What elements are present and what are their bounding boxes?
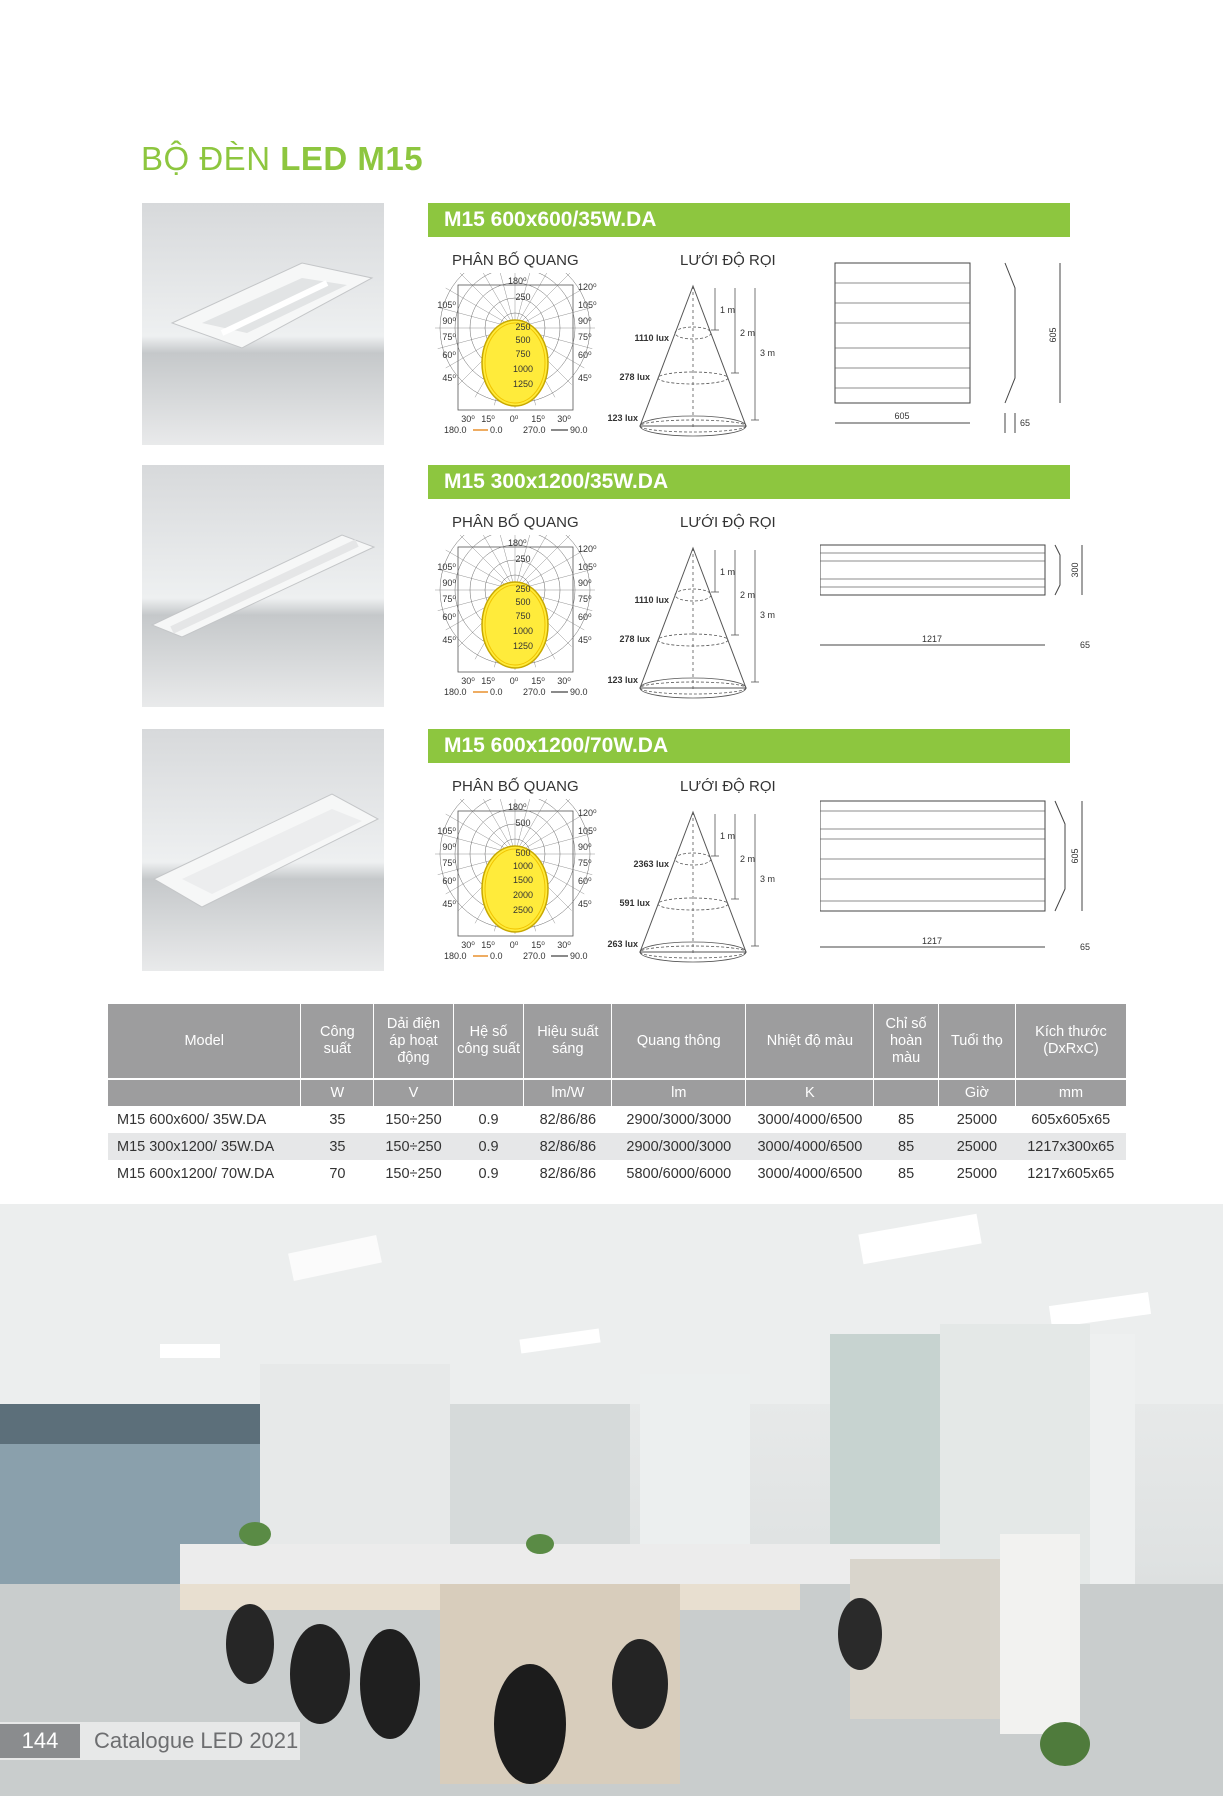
product-title-bar: M15 600x600/35W.DA <box>428 203 1070 237</box>
table-cell: M15 600x1200/ 70W.DA <box>117 1165 275 1182</box>
distance-label: 2 m <box>740 854 756 864</box>
table-cell: 3000/4000/6500 <box>757 1165 863 1182</box>
polar-right-angle: 60⁰ <box>578 612 592 622</box>
table-units-row <box>108 1079 1126 1106</box>
polar-left-angle: 75⁰ <box>442 332 456 342</box>
polar-ring-value: 2500 <box>512 905 534 915</box>
header-cell: Quang thông <box>612 1004 746 1079</box>
table-cell: 150÷250 <box>374 1133 453 1160</box>
table-cell: 1217x605x65 <box>1027 1165 1115 1182</box>
polar-label: PHÂN BỐ QUANG <box>452 778 579 795</box>
polar-bottom-angle: 30⁰ <box>461 676 475 686</box>
dimension-drawing <box>820 779 1090 969</box>
legend-value: 0.0 <box>490 687 503 697</box>
light-distribution-curve <box>482 320 548 406</box>
polar-right-angle: 75⁰ <box>578 858 592 868</box>
table-cell: 82/86/86 <box>539 1111 597 1128</box>
table-cell: 1217x300x65 <box>1015 1133 1126 1160</box>
polar-label: PHÂN BỐ QUANG <box>452 252 579 269</box>
polar-left-angle: 75⁰ <box>442 858 456 868</box>
polar-right-angle: 75⁰ <box>578 594 592 604</box>
table-cell: 605x605x65 <box>1031 1111 1111 1128</box>
table-cell: 3000/4000/6500 <box>757 1111 863 1128</box>
polar-bottom-angle: 30⁰ <box>557 414 571 424</box>
dimension-value: 605 <box>1070 848 1080 864</box>
product-image-600x1200 <box>142 729 384 971</box>
illuminance-cone <box>595 540 795 700</box>
catalogue-label: Catalogue LED 2021 <box>94 1728 299 1753</box>
unit-cell: Giờ <box>938 1079 1015 1106</box>
fixture-side <box>1005 263 1015 403</box>
polar-ring-value: 500 <box>515 597 531 607</box>
distance-label: 3 m <box>760 348 776 358</box>
polar-ring-value: 1000 <box>512 861 534 871</box>
dimension-drawing <box>820 515 1090 705</box>
distance-label: 3 m <box>760 874 776 884</box>
table-cell: M15 300x1200/ 35W.DA <box>108 1133 301 1160</box>
fixture-side <box>1055 801 1065 911</box>
unit-cell <box>874 1079 938 1106</box>
unit-cell: K <box>746 1079 874 1106</box>
spec-table <box>108 1004 1126 1187</box>
polar-ring-value: 1250 <box>512 379 534 389</box>
polar-right-angle: 45⁰ <box>578 635 592 645</box>
polar-ring-value: 750 <box>515 611 531 621</box>
legend-value: 0.0 <box>490 425 503 435</box>
header-cell: Kích thước (DxRxC) <box>1015 1004 1126 1079</box>
unit-cell: V <box>374 1079 453 1106</box>
fixture-front <box>820 545 1045 595</box>
legend-value: 270.0 <box>523 425 546 435</box>
polar-right-angle: 45⁰ <box>578 373 592 383</box>
unit-cell: lm/W <box>524 1079 612 1106</box>
dimension-value: 65 <box>1080 942 1090 952</box>
header-cell: Nhiệt độ màu <box>746 1004 874 1079</box>
polar-top-angle: 180⁰ <box>508 802 527 812</box>
legend-value: 180.0 <box>444 951 467 961</box>
polar-right-angle: 90⁰ <box>578 316 592 326</box>
polar-left-angle: 90⁰ <box>442 316 456 326</box>
polar-left-angle: 105⁰ <box>437 562 456 572</box>
table-row <box>108 1160 1126 1187</box>
legend-value: 0.0 <box>490 951 503 961</box>
polar-left-angle: 60⁰ <box>442 876 456 886</box>
dimension-value: 300 <box>1070 562 1080 578</box>
table-row <box>108 1133 1126 1160</box>
cone-label: LƯỚI ĐỘ RỌI <box>680 252 776 269</box>
legend-value: 180.0 <box>444 425 467 435</box>
polar-left-angle: 45⁰ <box>442 373 456 383</box>
polar-right-top-angle: 120⁰ <box>578 282 597 292</box>
polar-bottom-angle: 30⁰ <box>461 414 475 424</box>
table-cell: 150÷250 <box>385 1165 442 1182</box>
table-cell: 0.9 <box>478 1165 499 1182</box>
polar-ring-value: 2000 <box>512 890 534 900</box>
polar-right-angle: 45⁰ <box>578 899 592 909</box>
polar-ring-value: 1000 <box>512 364 534 374</box>
cone-label: LƯỚI ĐỘ RỌI <box>680 778 776 795</box>
polar-right-angle: 90⁰ <box>578 578 592 588</box>
lux-value: 263 lux <box>607 939 638 949</box>
polar-bottom-angle: 15⁰ <box>481 676 495 686</box>
dimension-value: 605 <box>1048 327 1058 343</box>
unit-cell <box>108 1079 301 1106</box>
polar-bottom-angle: 30⁰ <box>461 940 475 950</box>
fixture-front <box>835 263 970 403</box>
dimension-drawing-wrapper <box>820 253 1090 448</box>
table-cell: 85 <box>898 1111 915 1128</box>
polar-bottom-angle: 15⁰ <box>481 940 495 950</box>
dimension-value: 1217 <box>921 634 943 644</box>
unit-cell: mm <box>1015 1079 1126 1106</box>
illuminance-cone-wrapper <box>595 540 795 705</box>
table-row <box>108 1106 1126 1133</box>
table-cell: 85 <box>898 1165 915 1182</box>
lux-value: 1110 lux <box>634 333 669 343</box>
polar-left-angle: 75⁰ <box>442 594 456 604</box>
page-number: 144 <box>0 1724 80 1758</box>
polar-ring-value: 250 <box>515 292 531 302</box>
polar-top-angle: 180⁰ <box>508 538 527 548</box>
table-cell: 150÷250 <box>385 1111 442 1128</box>
illuminance-cone <box>595 278 795 438</box>
unit-cell: lm <box>612 1079 746 1106</box>
table-cell: 25000 <box>956 1111 998 1128</box>
table-header-row <box>108 1004 1126 1079</box>
dimension-value: 605 <box>894 411 910 421</box>
unit-cell <box>453 1079 524 1106</box>
polar-ring-value: 1250 <box>512 641 534 651</box>
polar-ring-value: 500 <box>515 818 531 828</box>
polar-left-angle: 90⁰ <box>442 842 456 852</box>
dimension-drawing <box>820 253 1090 443</box>
polar-ring-value: 250 <box>515 554 531 564</box>
distance-label: 2 m <box>740 328 756 338</box>
dimension-drawing-wrapper <box>820 515 1090 710</box>
light-distribution-curve <box>482 582 548 668</box>
header-cell: Chỉ số hoàn màu <box>874 1004 938 1079</box>
legend-value: 90.0 <box>570 425 588 435</box>
product-image-300x1200 <box>142 465 384 707</box>
polar-right-angle: 60⁰ <box>578 350 592 360</box>
polar-ring-value: 500 <box>515 848 531 858</box>
polar-left-angle: 105⁰ <box>437 826 456 836</box>
legend-value: 270.0 <box>523 687 546 697</box>
distance-label: 3 m <box>760 610 776 620</box>
table-cell: 85 <box>874 1133 938 1160</box>
dimension-value: 65 <box>1080 640 1090 650</box>
polar-bottom-angle: 30⁰ <box>557 940 571 950</box>
polar-ring-value: 750 <box>515 349 531 359</box>
table-cell: 82/86/86 <box>539 1165 597 1182</box>
unit-cell: W <box>301 1079 374 1106</box>
polar-label: PHÂN BỐ QUANG <box>452 514 579 531</box>
polar-bottom-angle: 0⁰ <box>509 676 519 686</box>
polar-ring-value: 500 <box>515 335 531 345</box>
product-title-bar: M15 300x1200/35W.DA <box>428 465 1070 499</box>
distance-label: 1 m <box>720 567 736 577</box>
header-cell: Model <box>108 1004 301 1079</box>
polar-left-angle: 45⁰ <box>442 635 456 645</box>
polar-left-angle: 105⁰ <box>437 300 456 310</box>
polar-left-angle: 60⁰ <box>442 612 456 622</box>
table-cell: 5800/6000/6000 <box>626 1165 732 1182</box>
header-cell: Hiệu suất sáng <box>524 1004 612 1079</box>
illuminance-cone-wrapper <box>595 804 795 969</box>
table-cell: 3000/4000/6500 <box>746 1133 874 1160</box>
table-cell: 82/86/86 <box>524 1133 612 1160</box>
header-cell: Công suất <box>301 1004 374 1079</box>
cone-label: LƯỚI ĐỘ RỌI <box>680 514 776 531</box>
table-cell: 35 <box>301 1133 374 1160</box>
polar-right-top-angle: 120⁰ <box>578 544 597 554</box>
table-cell: 25000 <box>938 1133 1015 1160</box>
polar-right-angle: 105⁰ <box>578 300 597 310</box>
polar-bottom-angle: 15⁰ <box>481 414 495 424</box>
table-cell: 25000 <box>956 1165 998 1182</box>
legend-value: 180.0 <box>444 687 467 697</box>
legend-value: 90.0 <box>570 951 588 961</box>
polar-right-angle: 105⁰ <box>578 562 597 572</box>
header-cell: Tuổi thọ <box>938 1004 1015 1079</box>
lux-value: 123 lux <box>607 675 638 685</box>
dimension-value: 1217 <box>921 936 943 946</box>
polar-left-angle: 45⁰ <box>442 899 456 909</box>
page-title: BỘ ĐÈN LED M15 <box>141 140 424 177</box>
polar-bottom-angle: 15⁰ <box>531 414 545 424</box>
polar-right-angle: 75⁰ <box>578 332 592 342</box>
legend-value: 270.0 <box>523 951 546 961</box>
polar-bottom-angle: 30⁰ <box>557 676 571 686</box>
lux-value: 591 lux <box>619 898 650 908</box>
illuminance-cone-wrapper <box>595 278 795 443</box>
lux-value: 2363 lux <box>633 859 669 869</box>
light-distribution-curve <box>482 846 548 932</box>
table-cell: 70 <box>329 1165 346 1182</box>
polar-top-angle: 180⁰ <box>508 276 527 286</box>
lux-value: 278 lux <box>619 372 650 382</box>
dimension-value: 65 <box>1020 418 1031 428</box>
polar-ring-value: 250 <box>515 584 531 594</box>
polar-bottom-angle: 15⁰ <box>531 940 545 950</box>
fixture-side <box>1055 545 1060 595</box>
office-photo <box>0 1204 1223 1796</box>
product-title-bar: M15 600x1200/70W.DA <box>428 729 1070 763</box>
polar-bottom-angle: 0⁰ <box>509 414 519 424</box>
legend-value: 90.0 <box>570 687 588 697</box>
table-cell: 0.9 <box>478 1111 499 1128</box>
table-cell: 35 <box>329 1111 346 1128</box>
polar-right-angle: 60⁰ <box>578 876 592 886</box>
illuminance-cone <box>595 804 795 964</box>
lux-value: 1110 lux <box>634 595 669 605</box>
lux-value: 278 lux <box>619 634 650 644</box>
product-image-600x600 <box>142 203 384 445</box>
table-cell: M15 600x600/ 35W.DA <box>117 1111 267 1128</box>
header-cell: Hệ số công suất <box>453 1004 524 1079</box>
polar-ring-value: 1500 <box>512 875 534 885</box>
polar-right-angle: 90⁰ <box>578 842 592 852</box>
dimension-drawing-wrapper <box>820 779 1090 974</box>
distance-label: 2 m <box>740 590 756 600</box>
polar-right-angle: 105⁰ <box>578 826 597 836</box>
polar-left-angle: 90⁰ <box>442 578 456 588</box>
distance-label: 1 m <box>720 831 736 841</box>
header-cell: Dải điện áp hoạt động <box>374 1004 453 1079</box>
polar-ring-value: 250 <box>515 322 531 332</box>
lux-value: 123 lux <box>607 413 638 423</box>
polar-left-angle: 60⁰ <box>442 350 456 360</box>
polar-right-top-angle: 120⁰ <box>578 808 597 818</box>
table-cell: 0.9 <box>453 1133 524 1160</box>
fixture-front <box>820 801 1045 911</box>
table-cell: 2900/3000/3000 <box>626 1111 732 1128</box>
table-cell: 2900/3000/3000 <box>612 1133 746 1160</box>
distance-label: 1 m <box>720 305 736 315</box>
polar-bottom-angle: 15⁰ <box>531 676 545 686</box>
polar-ring-value: 1000 <box>512 626 534 636</box>
polar-bottom-angle: 0⁰ <box>509 940 519 950</box>
